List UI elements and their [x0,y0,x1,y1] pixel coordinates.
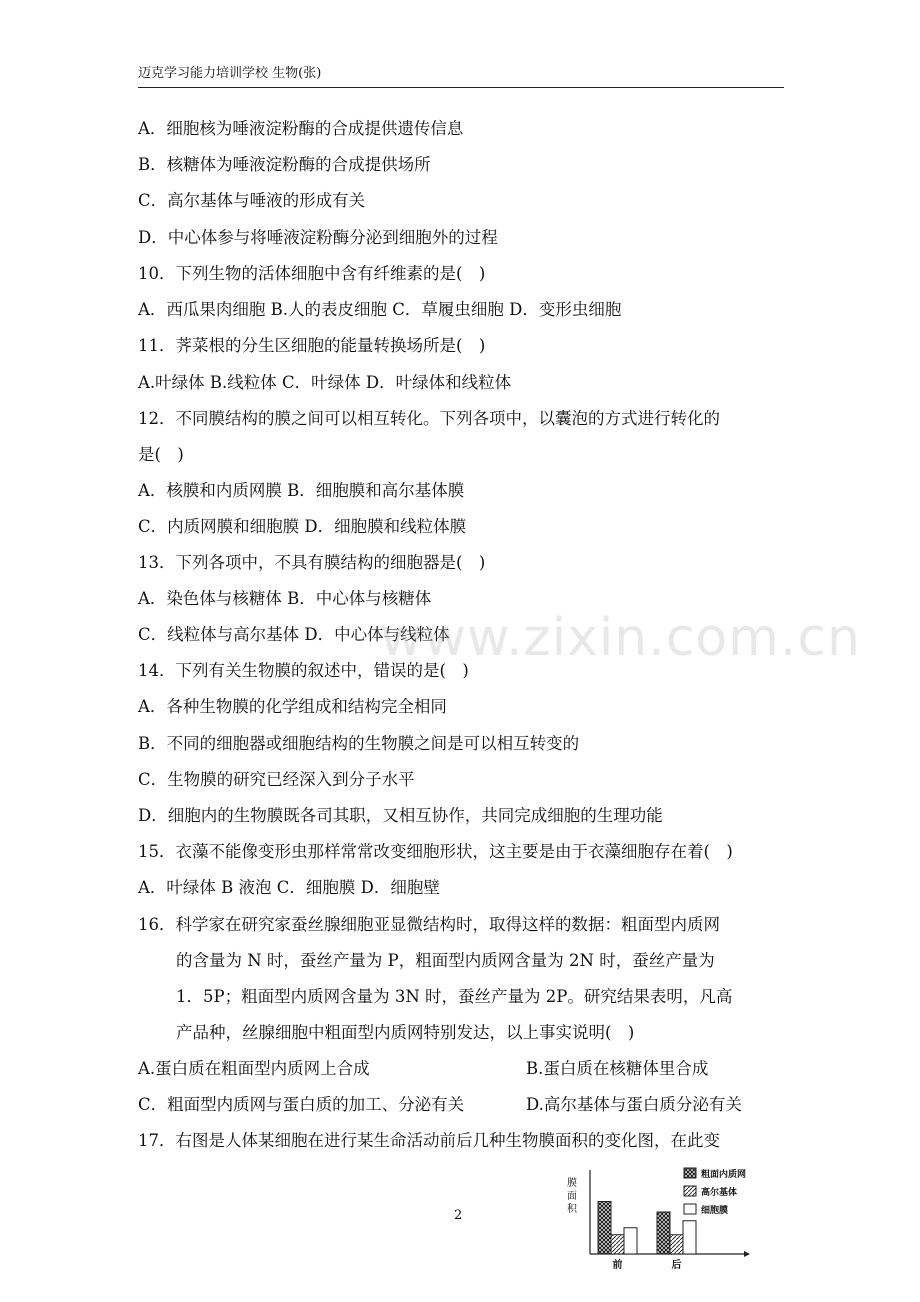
option-a: A.蛋白质在粗面型内质网上合成 [138,1059,370,1078]
bar-粗面内质网-前 [598,1202,611,1255]
option-line: C．生物膜的研究已经深入到分子水平 [138,770,415,789]
legend-swatch [684,1186,696,1196]
option-b: B.蛋白质在核糖体里合成 [526,1059,709,1078]
question-16-cont: 产品种，丝腺细胞中粗面型内质网特别发达，以上事实说明( ) [176,1023,635,1042]
option-line: C．高尔基体与唾液的形成有关 [138,191,366,210]
bar-粗面内质网-后 [657,1212,670,1254]
question-12-cont: 是( ) [138,445,184,464]
option-line: D．细胞内的生物膜既各司其职，又相互协作，共同完成细胞的生理功能 [138,806,663,825]
bar-高尔基体-后 [670,1235,683,1254]
option-line: B．不同的细胞器或细胞结构的生物膜之间是可以相互转变的 [138,734,580,753]
legend-swatch [684,1204,696,1214]
question-10: 10．下列生物的活体细胞中含有纤维素的是( ) [138,264,486,283]
option-line: A．西瓜果肉细胞 B.人的表皮细胞 C．草履虫细胞 D．变形虫细胞 [138,300,622,319]
option-line: A．叶绿体 B 液泡 C．细胞膜 D．细胞壁 [138,878,440,897]
option-line: A．各种生物膜的化学组成和结构完全相同 [138,697,447,716]
legend-label: 粗面内质网 [701,1170,747,1180]
option-line: A．染色体与核糖体 B．中心体与核糖体 [138,589,432,608]
option-line: B．核糖体为唾液淀粉酶的合成提供场所 [138,155,431,174]
legend-label: 高尔基体 [701,1188,738,1198]
membrane-area-chart [560,1160,760,1300]
page-number: 2 [454,1208,463,1223]
option-line: C．线粒体与高尔基体 D．中心体与线粒体 [138,625,450,644]
option-d: D.高尔基体与蛋白质分泌有关 [526,1095,742,1114]
bar-细胞膜-后 [683,1221,696,1254]
bar-高尔基体-前 [611,1235,624,1254]
x-tick-label: 后 [671,1260,682,1271]
option-line: A.叶绿体 B.线粒体 C．叶绿体 D．叶绿体和线粒体 [138,373,512,392]
y-label-char: 积 [567,1204,577,1215]
y-label-char: 面 [567,1191,577,1202]
option-line: C．内质网膜和细胞膜 D．细胞膜和线粒体膜 [138,517,467,536]
question-11: 11．荠菜根的分生区细胞的能量转换场所是( ) [138,336,486,355]
bar-细胞膜-前 [624,1228,637,1254]
legend-swatch [684,1168,696,1178]
watermark: www.zixin.com.cn [380,608,861,668]
question-12: 12．不同膜结构的膜之间可以相互转化。下列各项中，以囊泡的方式进行转化的 [138,409,720,428]
question-17: 17．右图是人体某细胞在进行某生命活动前后几种生物膜面积的变化图，在此变 [138,1131,720,1150]
y-axis-label [567,1176,578,1215]
option-line: A．核膜和内质网膜 B．细胞膜和高尔基体膜 [138,481,465,500]
question-16-cont: 的含量为 N 时，蚕丝产量为 P，粗面型内质网含量为 2N 时，蚕丝产量为 [176,951,715,970]
question-16-cont: 1．5P；粗面型内质网含量为 3N 时，蚕丝产量为 2P。研究结果表明，凡高 [176,987,733,1006]
legend-label: 细胞膜 [701,1206,729,1216]
option-c: C．粗面型内质网与蛋白质的加工、分泌有关 [138,1095,465,1114]
x-tick-label: 前 [612,1260,623,1271]
page-header: 迈克学习能力培训学校 生物(张) [138,62,784,88]
question-16: 16．科学家在研究家蚕丝腺细胞亚显微结构时，取得这样的数据：粗面型内质网 [138,915,720,934]
y-label-char: 膜 [567,1178,577,1189]
x-axis-arrow [744,1251,750,1257]
question-14: 14．下列有关生物膜的叙述中，错误的是( ) [138,661,469,680]
question-15: 15．衣藻不能像变形虫那样常常改变细胞形状，这主要是由于衣藻细胞存在着( ) [138,842,733,861]
question-13: 13．下列各项中，不具有膜结构的细胞器是( ) [138,553,486,572]
option-line: D．中心体参与将唾液淀粉酶分泌到细胞外的过程 [138,228,498,247]
option-line: A．细胞核为唾液淀粉酶的合成提供遗传信息 [138,119,464,138]
